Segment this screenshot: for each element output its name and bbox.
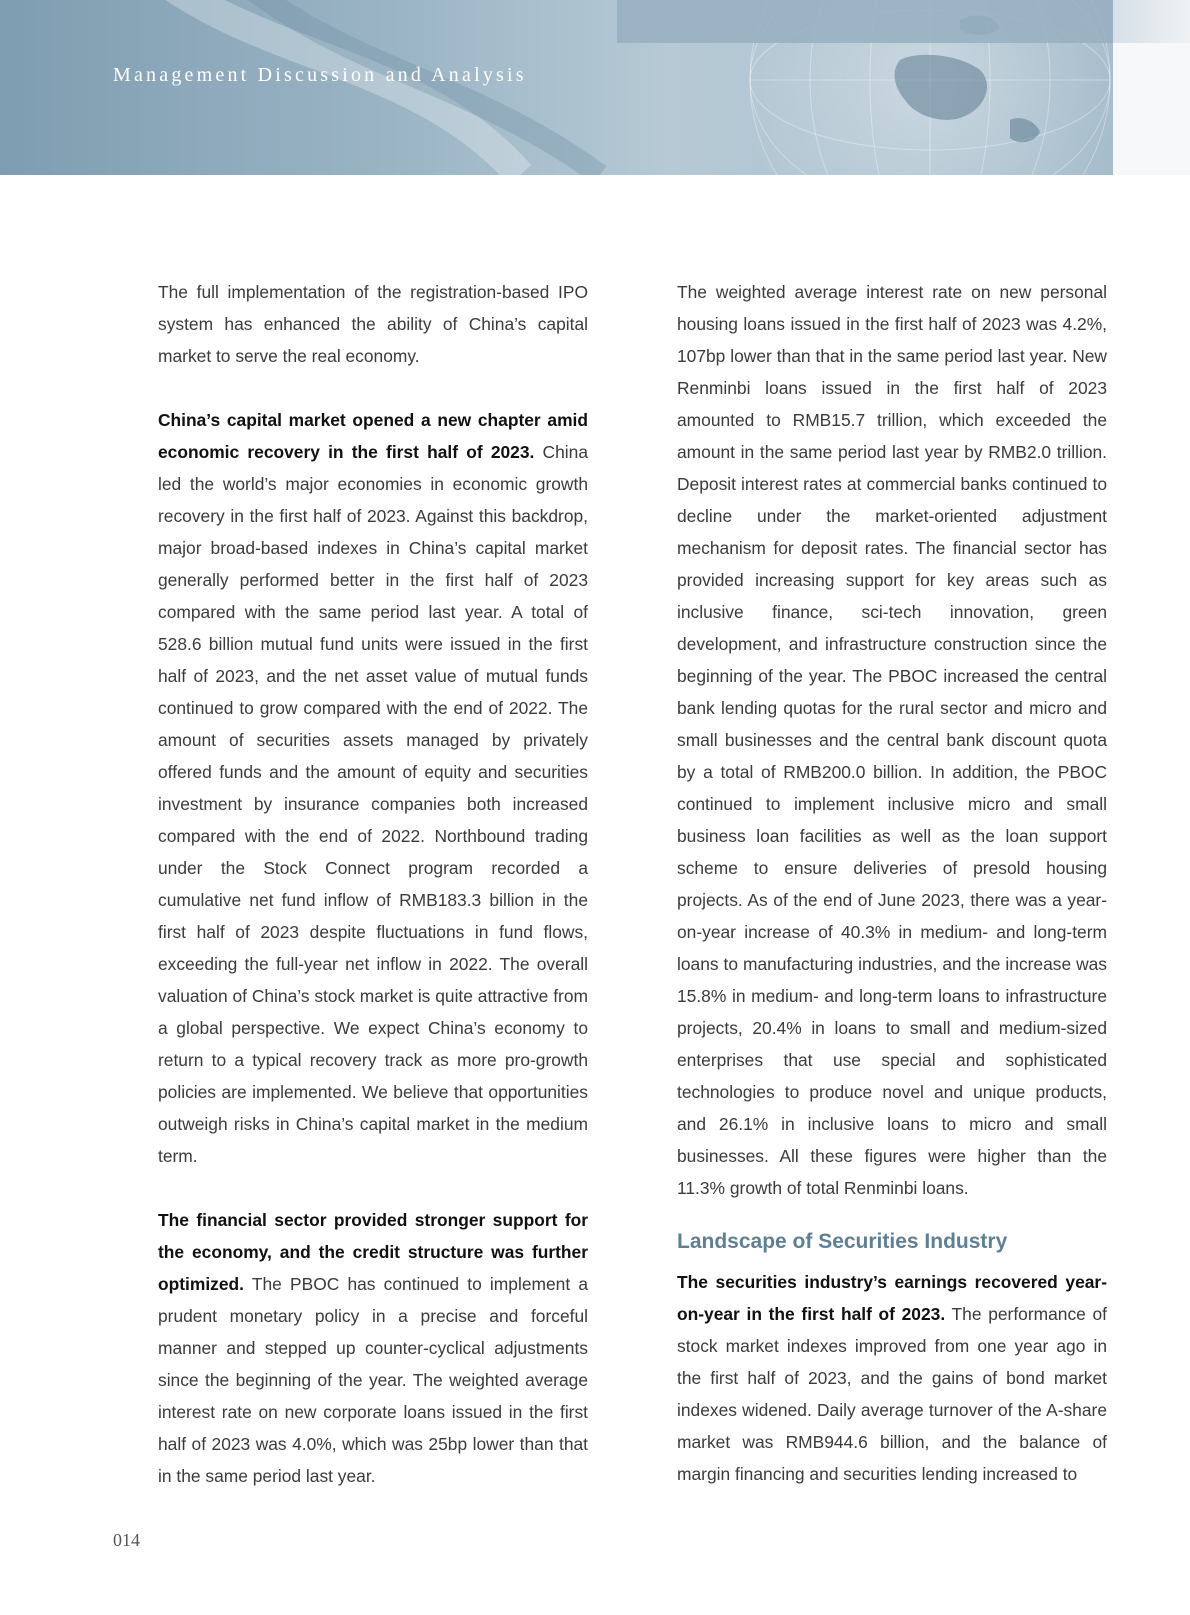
paragraph: The weighted average interest rate on new personal housing loans issued in the first half of 2023 was 4.2%, 107bp lower than that in the same period last year. New Renminbi loans issued in the first half of 2023 amounted to RMB15.7 trillion, which exceeded the amount in the same period last year by RMB2.0 trillion. Deposit interest rates at commercial banks continued to decline under the market-oriented adjustment mechanism for deposit rates. The financial sector has provided increasing support for key areas such as inclusive finance, sci-tech innovation, green development, and infrastructure construction since the beginning of the year. The PBOC increased the central bank lending quotas for the rural sector and micro and small businesses and the central bank discount quota by a total of RMB200.0 billion. In addition, the PBOC continued to implement inclusive micro and small business loan facilities as well as the loan support scheme to ensure deliveries of presold housing projects. As of the end of June 2023, there was a year-on-year increase of 40.3% in medium- and long-term loans to manufacturing industries, and the increase was 15.8% in medium- and long-term loans to infrastructure projects, 20.4% in loans to small and medium-sized enterprises that use special and sophisticated technologies to produce novel and unique products, and 26.1% in inclusive loans to micro and small businesses. All these figures were higher than the 11.3% growth of total Renminbi loans. [677,282,1107,1198]
paragraph-lead: The financial sector provided stronger support for the economy, and the credit structure was further optimized. [158,1210,588,1294]
paragraph [677,1266,1107,1490]
banner-overlay [617,0,1113,43]
paragraph-body: China led the world’s major economies in economic growth recovery in the first half of 2023. Against this backdrop, major broad-based indexes in China’s capital market generally performed better in the first half of 2023 compared with the same period last year. A total of 528.6 billion mutual fund units were issued in the first half of 2023, and the net asset value of mutual funds continued to grow compared with the end of 2022. The amount of securities assets managed by privately offered funds and the amount of equity and securities investment by insurance companies both increased compared with the end of 2022. Northbound trading under the Stock Connect program recorded a cumulative net fund inflow of RMB183.3 billion in the first half of 2023 despite fluctuations in fund flows, exceeding the full-year net inflow in 2022. The overall valuation of China’s stock market is quite attractive from a global perspective. We expect China’s economy to return to a typical recovery track as more pro-growth policies are implemented. We believe that opportunities outweigh risks in China’s capital market in the medium term. [158,442,588,1166]
banner-side-panel [1113,43,1190,175]
section-title: Management Discussion and Analysis [113,64,527,86]
paragraph: The full implementation of the registration-based IPO system has enhanced the ability of China’s capital market to serve the real economy. [158,282,588,366]
page-number: 014 [113,1530,140,1550]
paragraph-body: The performance of stock market indexes improved from one year ago in the first half of 2023, and the gains of bond market indexes widened. Daily average turnover of the A-share market was RMB944.6 billion, and the balance of margin financing and securities lending increased to [677,1304,1108,1484]
paragraph-lead: The securities industry’s earnings recovered year-on-year in the first half of 2023. [677,1272,1107,1324]
banner-strip [1113,0,1190,43]
section-heading: Landscape of Securities Industry [677,1230,1008,1253]
paragraph-body: The PBOC has continued to implement a prudent monetary policy in a precise and forceful manner and stepped up counter-cyclical adjustments since the beginning of the year. The weighted average interest rate on new corporate loans issued in the first half of 2023 was 4.0%, which was 25bp lower than that in the same period last year. [158,1274,588,1486]
left-column [158,276,588,1492]
right-column [677,276,1107,1490]
header-banner [0,0,1113,175]
paragraph [158,404,588,1172]
paragraph [158,1204,588,1492]
paragraph-lead: China’s capital market opened a new chapter amid economic recovery in the first half of 2023. [158,410,588,462]
